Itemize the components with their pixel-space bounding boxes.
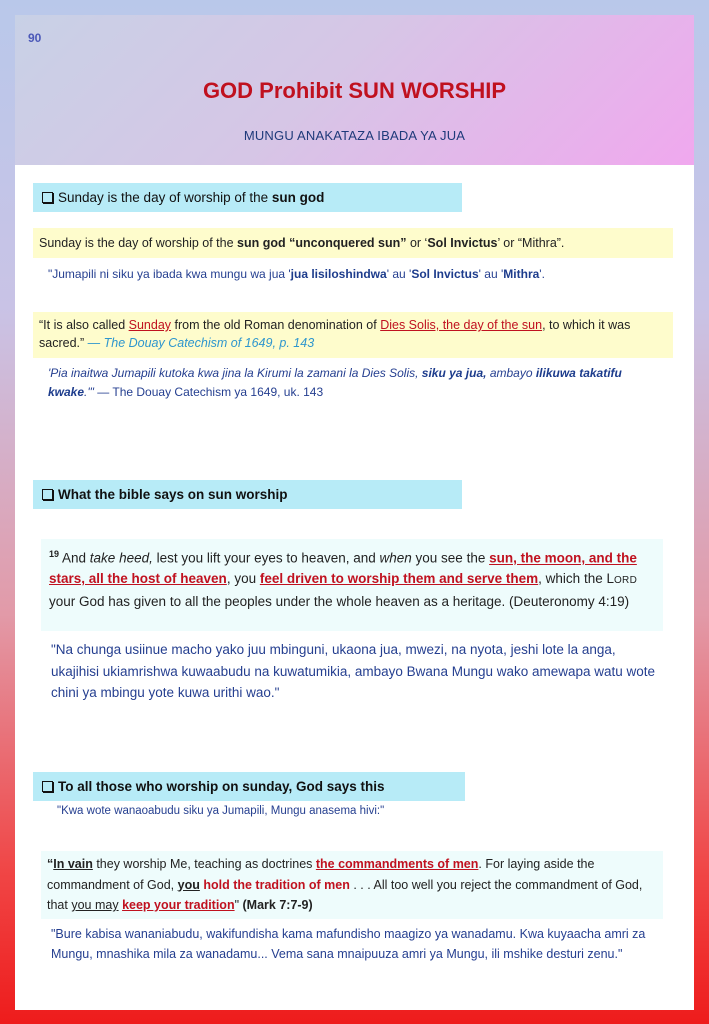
- checkbox-icon: [42, 192, 53, 203]
- page: [15, 15, 694, 1010]
- section-heading-bible-sun-worship: What the bible says on sun worship: [33, 480, 462, 509]
- quote-douay-catechism-swahili: 'Pia inaitwa Jumapili kutoka kwa jina la Kirumi la zamani la Dies Solis, siku ya jua, ambayo ilikuwa takatifu kwake.'" — The Douay Catechism ya 1649, uk. 143: [48, 366, 622, 399]
- section-heading-sun-god: Sunday is the day of worship of the sun god: [33, 183, 462, 212]
- quote-sunday-sun-god: Sunday is the day of worship of the sun god “unconquered sun” or ‘Sol Invictus’ or “Mithra”.: [33, 228, 673, 258]
- quote-douay-catechism: “It is also called Sunday from the old Roman denomination of Dies Solis, the day of the sun, to which it was sacred.” — The Douay Catechism of 1649, p. 143: [33, 312, 673, 358]
- heading-swahili: "Kwa wote wanaoabudu siku ya Jumapili, Mungu anasema hivi:": [57, 805, 385, 817]
- checkbox-icon: [42, 489, 53, 500]
- verse-mark-swahili: "Bure kabisa wananiabudu, wakifundisha kama mafundisho maagizo ya wanadamu. Kwa kuyaacha amri za Mungu, mnashika mila za wanadamu... Vema sana mnaipuuza amri ya Mungu, ili mshike desturi zenu.": [51, 927, 646, 961]
- quote-sunday-sun-god-swahili: "Jumapili ni siku ya ibada kwa mungu wa jua 'jua lisiloshindwa' au 'Sol Invictus' au 'Mithra'.: [48, 267, 545, 281]
- checkbox-icon: [42, 781, 53, 792]
- section-heading-sunday-worshippers: To all those who worship on sunday, God says this: [33, 772, 465, 801]
- verse-deuteronomy-swahili: "Na chunga usiinue macho yako juu mbinguni, ukaona jua, mwezi, na nyota, jeshi lote la anga, ukajihisi ukiamrishwa kuwaabudu na kuwatumikia, ambayo Bwana Mungu wako amewapa watu wote chini ya mbingu yote kuwa urithi wao.": [51, 642, 656, 700]
- page-subtitle: MUNGU ANAKATAZA IBADA YA JUA: [243, 128, 466, 143]
- verse-deuteronomy-4-19: $^{19}$ And take heed, lest you lift your eyes to heaven, and when you see the sun, the moon, and the stars, all the host of heaven, you feel driven to worship them and serve them, which the LORD your God has given to all the peoples under the whole heaven as a heritage. (Deuteronomy 4:19): [41, 539, 663, 631]
- verse-mark-7-7-9: “In vain they worship Me, teaching as doctrines the commandments of men. For laying aside the commandment of God, you hold the tradition of men . . . All too well you reject the commandment of God, that you may keep your tradition" (Mark 7:7-9): [41, 851, 663, 919]
- page-title: GOD Prohibit SUN WORSHIP: [202, 78, 507, 103]
- page-number: 90: [28, 31, 42, 45]
- header-banner: [15, 15, 694, 165]
